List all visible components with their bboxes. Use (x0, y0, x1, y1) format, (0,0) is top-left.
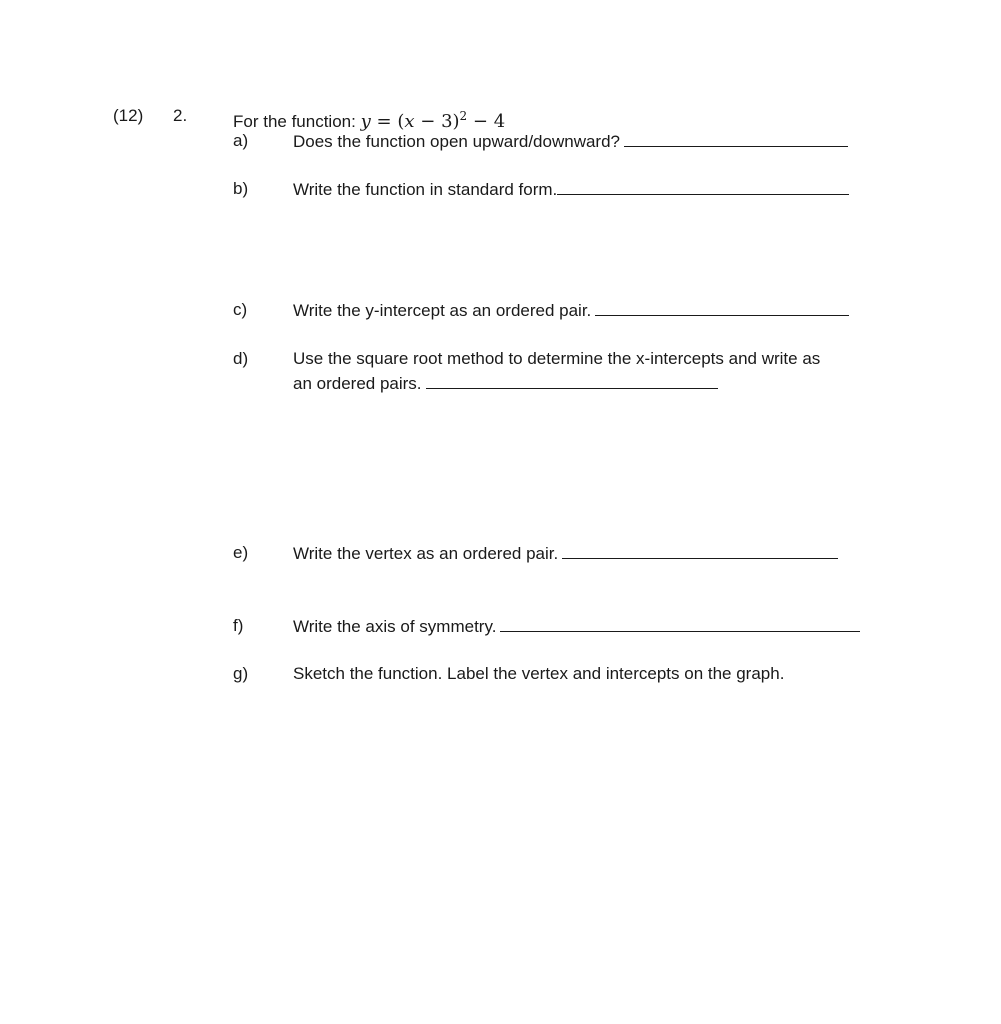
function-equation (361, 111, 506, 132)
part-b-answer-line[interactable] (557, 178, 849, 195)
part-d-text2: an ordered pairs. (293, 374, 422, 393)
eq-y: y (360, 111, 371, 132)
part-c-text: Write the y-intercept as an ordered pair. (293, 301, 592, 320)
intro-text: For the function: (233, 112, 356, 131)
part-d-label: d) (233, 349, 249, 368)
problem-number: 2. (173, 106, 188, 125)
part-f-label: f) (233, 616, 244, 635)
part-f-question (293, 615, 860, 638)
part-d-question-line1: Use the square root method to determine the x-intercepts and write as (293, 349, 821, 368)
part-a-text: Does the function open upward/downward? (293, 132, 620, 151)
part-b-question (293, 178, 849, 201)
part-b-label: b) (233, 179, 249, 198)
eq-minus-1: − (420, 111, 436, 132)
part-d-answer-line[interactable] (426, 372, 718, 389)
part-g-label: g) (233, 664, 249, 683)
part-a-question (293, 130, 848, 153)
eq-equals: = (376, 111, 392, 132)
eq-three: 3) (441, 111, 460, 132)
part-a-answer-line[interactable] (624, 130, 848, 147)
part-b-text: Write the function in standard form. (293, 180, 558, 199)
eq-minus-2: − (472, 111, 489, 132)
part-e-label: e) (233, 543, 249, 562)
points-label: (12) (113, 106, 144, 125)
part-e-answer-line[interactable] (562, 542, 838, 559)
part-a-label: a) (233, 131, 249, 150)
part-g-question: Sketch the function. Label the vertex and intercepts on the graph. (293, 664, 785, 683)
part-d-question-line2 (293, 372, 718, 395)
eq-exponent: 2 (459, 109, 468, 123)
part-e-text: Write the vertex as an ordered pair. (293, 544, 559, 563)
part-f-answer-line[interactable] (500, 615, 860, 632)
part-c-question (293, 299, 849, 322)
eq-four: 4 (493, 111, 506, 132)
part-c-answer-line[interactable] (595, 299, 849, 316)
eq-open-paren: ( (397, 111, 405, 132)
eq-x: x (404, 111, 415, 132)
problem-intro (233, 105, 505, 133)
part-e-question (293, 542, 838, 565)
part-f-text: Write the axis of symmetry. (293, 617, 497, 636)
part-c-label: c) (233, 300, 248, 319)
